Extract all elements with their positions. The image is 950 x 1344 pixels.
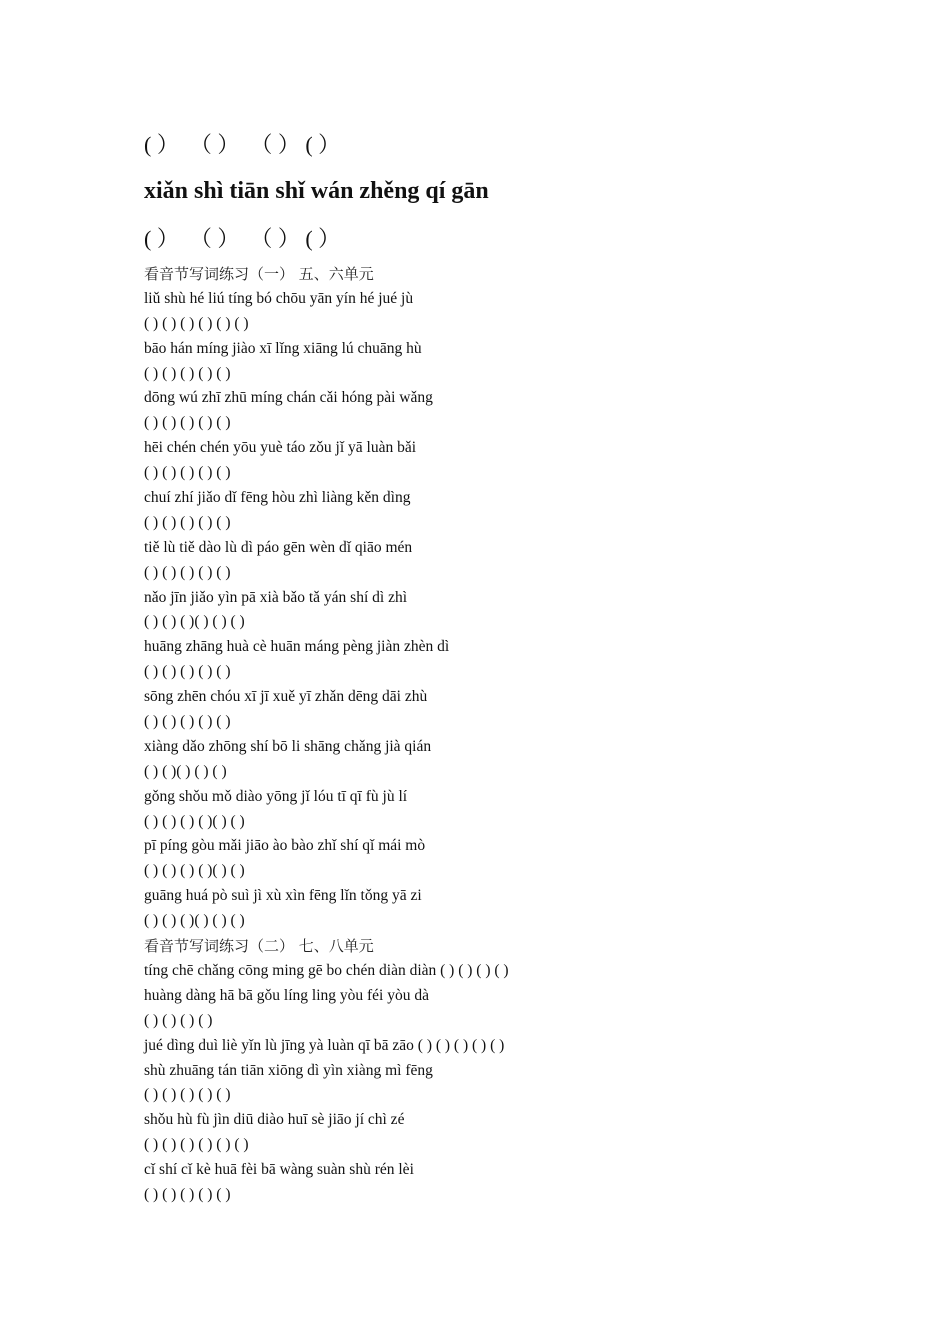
answer-brackets-line: ( ) ( ) ( ) ( )( ) ( ) (144, 862, 245, 880)
pinyin-line: hēi chén chén yōu yuè táo zǒu jǐ yā luàn bǎi (144, 439, 417, 457)
pinyin-line: gǒng shǒu mǒ diào yōng jǐ lóu tī qī fù jù lí (144, 787, 408, 805)
answer-brackets-line: ( ) ( ) ( ) ( ) ( ) (144, 513, 231, 531)
answer-brackets-row: ( ） （ ） （ ） ( ） (144, 226, 341, 251)
answer-brackets-line: ( ) ( ) ( ) ( ) ( ) (144, 663, 231, 681)
answer-brackets-line: ( ) ( ) ( ) ( ) (144, 1011, 213, 1029)
answer-brackets-line: ( ) ( ) ( ) ( ) ( ) (144, 364, 231, 382)
pinyin-line: dōng wú zhī zhū míng chán cǎi hóng pài wǎng (144, 389, 433, 407)
answer-brackets-line: ( ) ( ) ( ) ( )( ) ( ) (144, 812, 245, 830)
answer-brackets-row-top: ( ） （ ） （ ） ( ） (144, 132, 341, 157)
answer-brackets-line: ( ) ( ) ( )( ) ( ) ( ) (144, 613, 245, 631)
pinyin-line: pī píng gòu mǎi jiāo ào bào zhǐ shí qǐ mái mò (144, 837, 426, 855)
pinyin-line: nǎo jīn jiǎo yìn pā xià bǎo tǎ yán shí dì zhì (144, 588, 408, 606)
answer-brackets-line: ( ) ( ) ( )( ) ( ) ( ) (144, 912, 245, 930)
pinyin-line: jué dìng duì liè yǐn lù jīng yà luàn qī bā zāo ( ) ( ) ( ) ( ) ( ) (144, 1036, 505, 1054)
pinyin-line: chuí zhí jiǎo dǐ fēng hòu zhì liàng kěn dìng (144, 489, 411, 507)
answer-brackets-line: ( ) ( ) ( ) ( ) ( ) (144, 713, 231, 731)
pinyin-line: bāo hán míng jiào xī lǐng xiāng lú chuāng hù (144, 339, 422, 357)
section-heading-2: 看音节写词练习（二） 七、八单元 (144, 937, 374, 956)
pinyin-line: guāng huá pò suì jì xù xìn fēng lǐn tǒng yā zi (144, 887, 422, 905)
answer-brackets-line: ( ) ( ) ( ) ( ) ( ) (144, 563, 231, 581)
answer-brackets-line: ( ) ( ) ( ) ( ) ( ) (144, 414, 231, 432)
pinyin-line: sōng zhēn chóu xī jī xuě yī zhǎn dēng dāi zhù (144, 688, 428, 706)
answer-brackets-line: ( ) ( ) ( ) ( ) ( ) (144, 1086, 231, 1104)
pinyin-line: huāng zhāng huà cè huān máng pèng jiàn zhèn dì (144, 638, 450, 656)
pinyin-line: tíng chē chǎng cōng ming gē bo chén diàn diàn ( ) ( ) ( ) ( ) (144, 961, 509, 979)
pinyin-line: shù zhuāng tán tiān xiōng dì yìn xiàng mì fēng (144, 1061, 433, 1079)
pinyin-line: huàng dàng hā bā gǒu líng ling yòu féi yòu dà (144, 986, 429, 1004)
pinyin-line: liǔ shù hé liú tíng bó chōu yān yín hé jué jù (144, 289, 414, 307)
section-heading-1: 看音节写词练习（一） 五、六单元 (144, 265, 374, 283)
pinyin-line: cǐ shí cǐ kè huā fèi bā wàng suàn shù rén lèi (144, 1161, 414, 1179)
answer-brackets-line: ( ) ( ) ( ) ( ) ( ) ( ) (144, 314, 249, 332)
pinyin-line: shǒu hù fù jìn diū diào huī sè jiāo jí chì zé (144, 1111, 405, 1129)
worksheet-page (144, 130, 844, 1208)
pinyin-line: xiàng dǎo zhōng shí bō li shāng chǎng jià qián (144, 737, 432, 755)
pinyin-line: tiě lù tiě dào lù dì páo gēn wèn dǐ qiāo mén (144, 538, 413, 556)
pinyin-line-bold: xiǎn shì tiān shǐ wán zhěng qí gān (144, 178, 489, 204)
answer-brackets-line: ( ) ( ) ( ) ( ) ( ) (144, 464, 231, 482)
answer-brackets-line: ( ) ( ) ( ) ( ) ( ) (144, 1185, 231, 1203)
answer-brackets-line: ( ) ( ) ( ) ( ) ( ) ( ) (144, 1136, 249, 1154)
answer-brackets-line: ( ) ( )( ) ( ) ( ) (144, 762, 227, 780)
